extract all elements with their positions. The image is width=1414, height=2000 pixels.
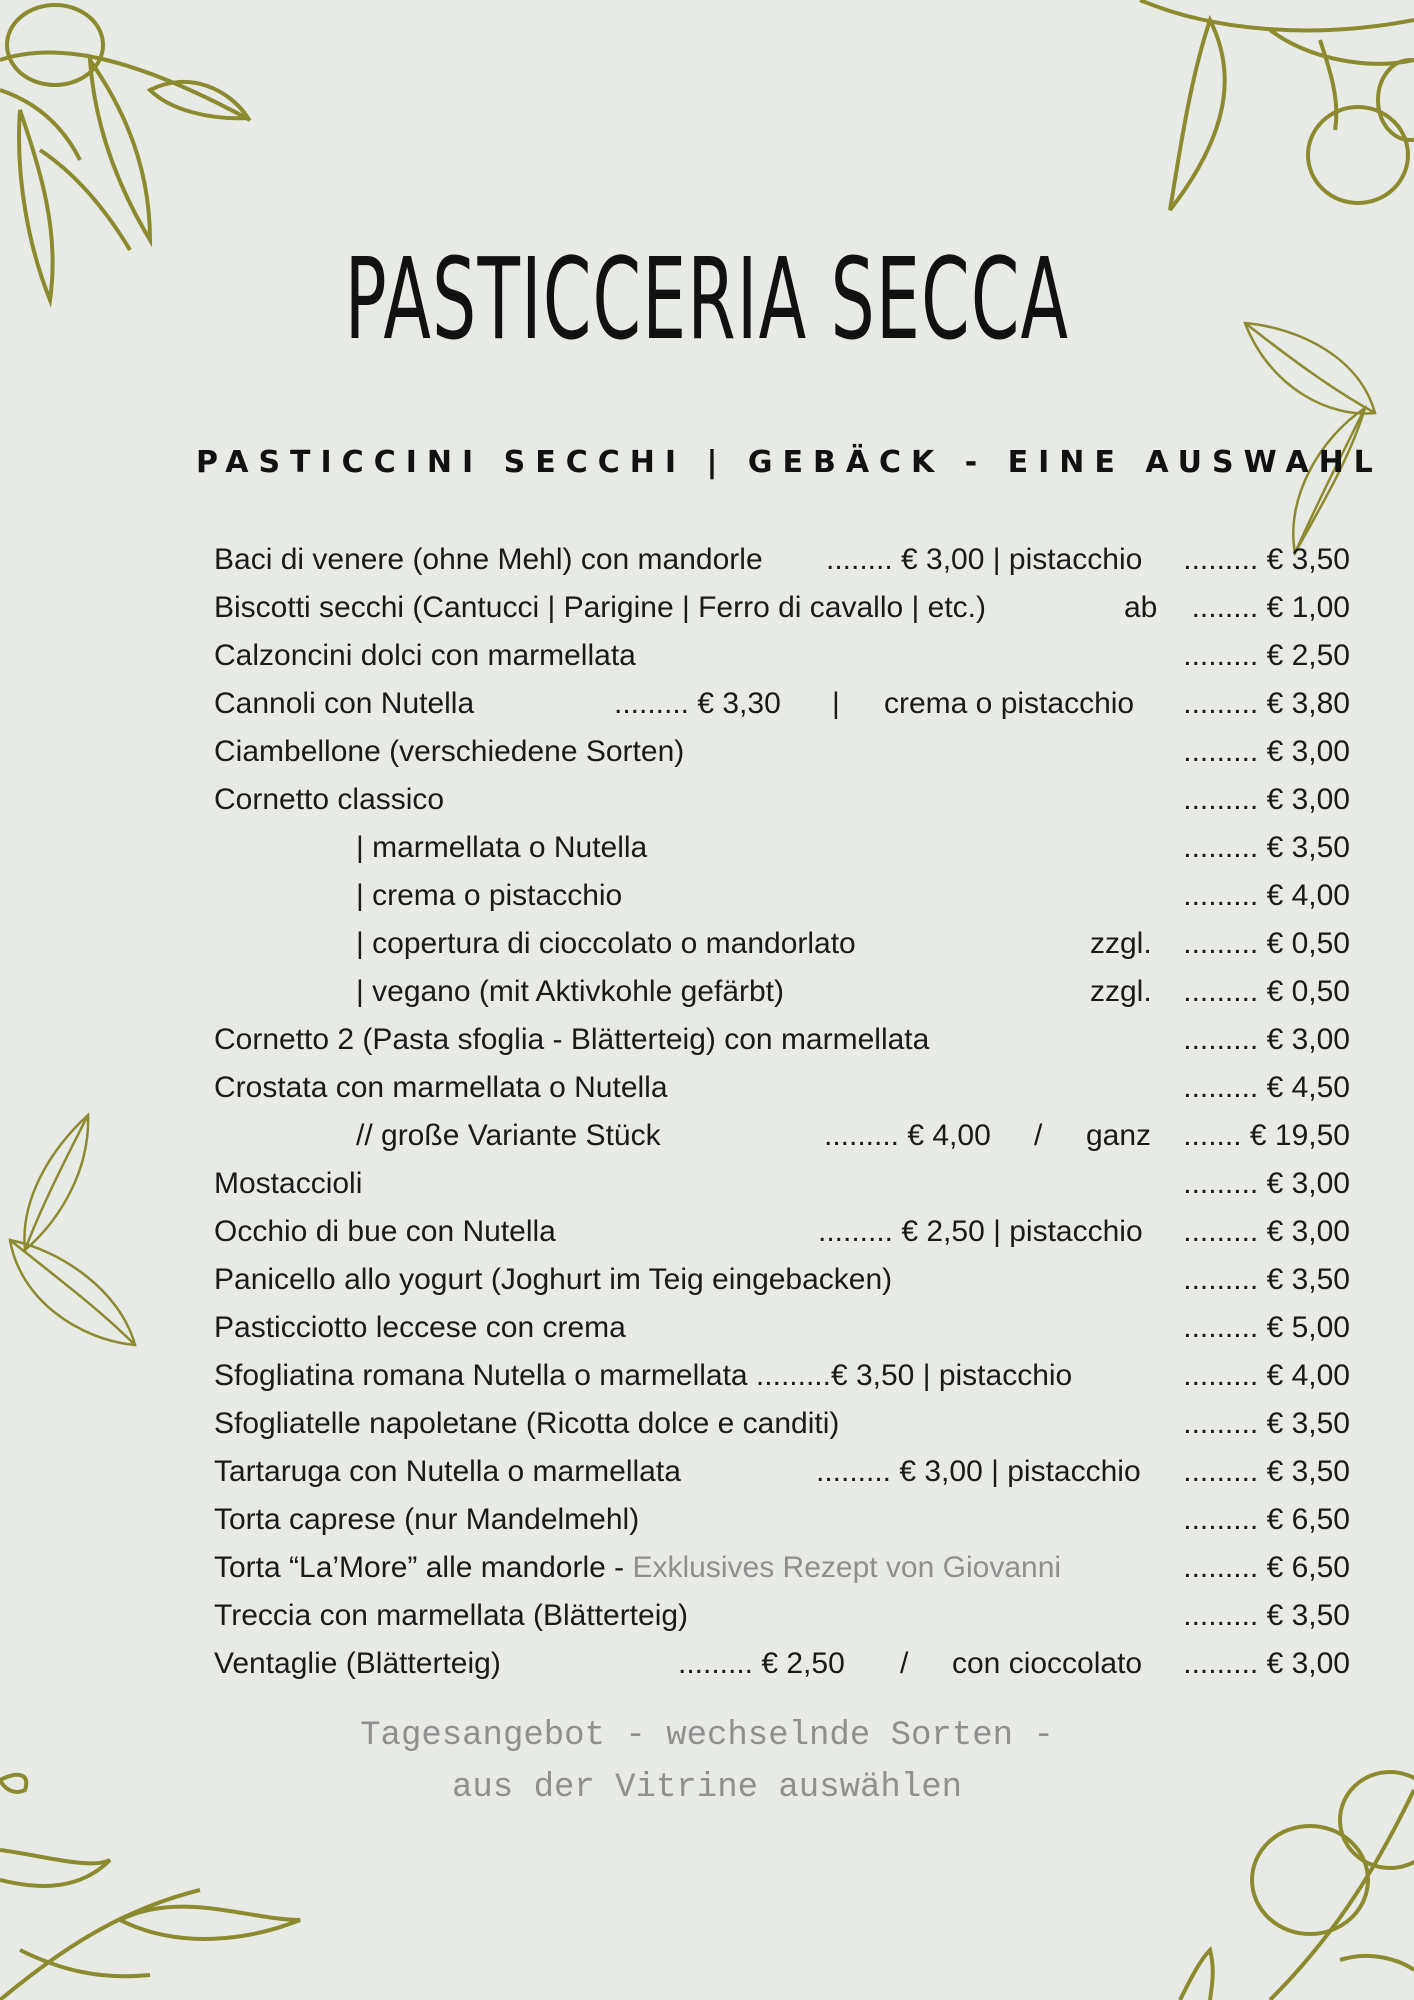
item-price: ......... € 3,00 [1183,735,1350,768]
item-name: Sfogliatelle napoletane (Ricotta dolce e canditi) [214,1407,840,1440]
item-mid: zzgl. [1090,975,1152,1008]
basil-leaf-left-illustration [0,1110,140,1350]
menu-item-calzoncini [214,632,1350,680]
item-mid-1: ......... € 4,00 [824,1119,991,1152]
menu-item-pasticciotto [214,1304,1350,1352]
item-price: ......... € 4,00 [1183,1359,1350,1392]
item-name: Sfogliatina romana Nutella o marmellata .........€ 3,50 | pistacchio [214,1359,1073,1392]
item-name: | vegano (mit Aktivkohle gefärbt) [356,975,784,1008]
daily-offer-note [0,1710,1414,1814]
item-name: Cornetto 2 (Pasta sfoglia - Blätterteig) con marmellata [214,1023,930,1056]
item-name: Cornetto classico [214,783,445,816]
item-price: ......... € 3,80 [1183,687,1350,720]
item-price: ......... € 3,00 [1183,1647,1350,1680]
item-price: ......... € 3,50 [1183,1599,1350,1632]
item-name: | marmellata o Nutella [356,831,648,864]
item-price: ......... € 2,50 [1183,639,1350,672]
item-price: ......... € 3,50 [1183,1263,1350,1296]
item-price: ......... € 6,50 [1183,1503,1350,1536]
item-name: Pasticciotto leccese con crema [214,1311,626,1344]
item-name: // große Variante Stück [356,1119,661,1152]
item-name: Panicello allo yogurt (Joghurt im Teig eingebacken) [214,1263,893,1296]
item-price: ......... € 6,50 [1183,1551,1350,1584]
menu-item-cornetto-copertura [214,920,1350,968]
item-price: ......... € 3,00 [1183,1167,1350,1200]
menu-item-cornetto-marmellata [214,824,1350,872]
menu-item-cornetto-vegano [214,968,1350,1016]
menu-item-tartaruga [214,1448,1350,1496]
item-name: Biscotti secchi (Cantucci | Parigine | Ferro di cavallo | etc.) [214,591,986,624]
menu-item-cornetto [214,776,1350,824]
item-name: | copertura di cioccolato o mandorlato [356,927,856,960]
item-name: Ciambellone (verschiedene Sorten) [214,735,685,768]
item-name: Calzoncini dolci con marmellata [214,639,636,672]
item-mid-2: ganz [1086,1119,1152,1152]
item-name: Tartaruga con Nutella o marmellata [214,1455,681,1488]
item-name: Torta caprese (nur Mandelmehl) [214,1503,640,1536]
item-name: Baci di venere (ohne Mehl) con mandorle [214,543,763,576]
item-mid: ........ € 3,00 | pistacchio [826,543,1143,576]
menu-item-mostaccioli [214,1160,1350,1208]
item-note: Exklusives Rezept von Giovanni [632,1551,1062,1584]
menu-item-sfogliatelle [214,1400,1350,1448]
item-price: ....... € 19,50 [1183,1119,1350,1152]
daily-offer-line-2: aus der Vitrine auswählen [451,1769,963,1807]
item-mid-2: crema o pistacchio [884,687,1135,720]
item-mid: ......... € 3,00 | pistacchio [816,1455,1141,1488]
menu-item-panicello [214,1256,1350,1304]
item-separator: | [832,687,840,720]
page-title: PASTICCERIA SECCA [344,235,1070,365]
item-price: ......... € 3,50 [1183,1407,1350,1440]
menu-item-torta-lamore [214,1544,1350,1592]
item-mid-1: ......... € 2,50 [678,1647,845,1680]
menu-item-crostata-grosse [214,1112,1350,1160]
item-separator: / [1034,1119,1043,1152]
item-name: Cannoli con Nutella [214,687,475,720]
item-mid: ......... € 2,50 | pistacchio [818,1215,1143,1248]
item-mid: ab [1124,591,1158,624]
item-price: ......... € 3,00 [1183,783,1350,816]
olive-branch-top-left-illustration [0,0,260,380]
item-separator: / [900,1647,909,1680]
item-price: ......... € 3,50 [1183,543,1350,576]
item-name: Torta “La’More” alle mandorle - [214,1551,633,1584]
menu-item-biscotti [214,584,1350,632]
item-price: ......... € 3,50 [1183,1455,1350,1488]
item-name: | crema o pistacchio [356,879,623,912]
menu-item-crostata [214,1064,1350,1112]
item-price: ......... € 3,00 [1183,1215,1350,1248]
menu-item-ventaglie [214,1640,1350,1688]
menu-item-sfogliatina [214,1352,1350,1400]
item-name: Treccia con marmellata (Blätterteig) [214,1599,689,1632]
item-mid: zzgl. [1090,927,1152,960]
item-price: ......... € 4,00 [1183,879,1350,912]
menu-item-occhio [214,1208,1350,1256]
item-price: ......... € 0,50 [1183,927,1350,960]
item-name: Occhio di bue con Nutella [214,1215,556,1248]
item-name-group [214,1544,1061,1592]
item-name: Crostata con marmellata o Nutella [214,1071,668,1104]
item-price: ........ € 1,00 [1191,591,1350,624]
olive-branch-top-right-illustration [1130,0,1414,220]
item-mid-2: con cioccolato [952,1647,1143,1680]
menu-item-cannoli [214,680,1350,728]
section-subtitle: PASTICCINI SECCHI | GEBÄCK - EINE AUSWAHL [196,445,1383,480]
menu-item-treccia [214,1592,1350,1640]
item-mid-1: ......... € 3,30 [614,687,781,720]
item-price: ......... € 4,50 [1183,1071,1350,1104]
item-price: ......... € 0,50 [1183,975,1350,1008]
menu-item-cornetto-2 [214,1016,1350,1064]
menu-item-torta-caprese [214,1496,1350,1544]
item-price: ......... € 3,50 [1183,831,1350,864]
item-price: ......... € 5,00 [1183,1311,1350,1344]
menu-item-cornetto-crema [214,872,1350,920]
basil-leaf-right-illustration [1240,318,1380,558]
menu-item-ciambellone [214,728,1350,776]
daily-offer-line-1: Tagesangebot - wechselnde Sorten - [360,1717,1054,1755]
menu-list [214,536,1350,1688]
item-name: Ventaglie (Blätterteig) [214,1647,501,1680]
item-price: ......... € 3,00 [1183,1023,1350,1056]
menu-item-baci [214,536,1350,584]
item-name: Mostaccioli [214,1167,363,1200]
